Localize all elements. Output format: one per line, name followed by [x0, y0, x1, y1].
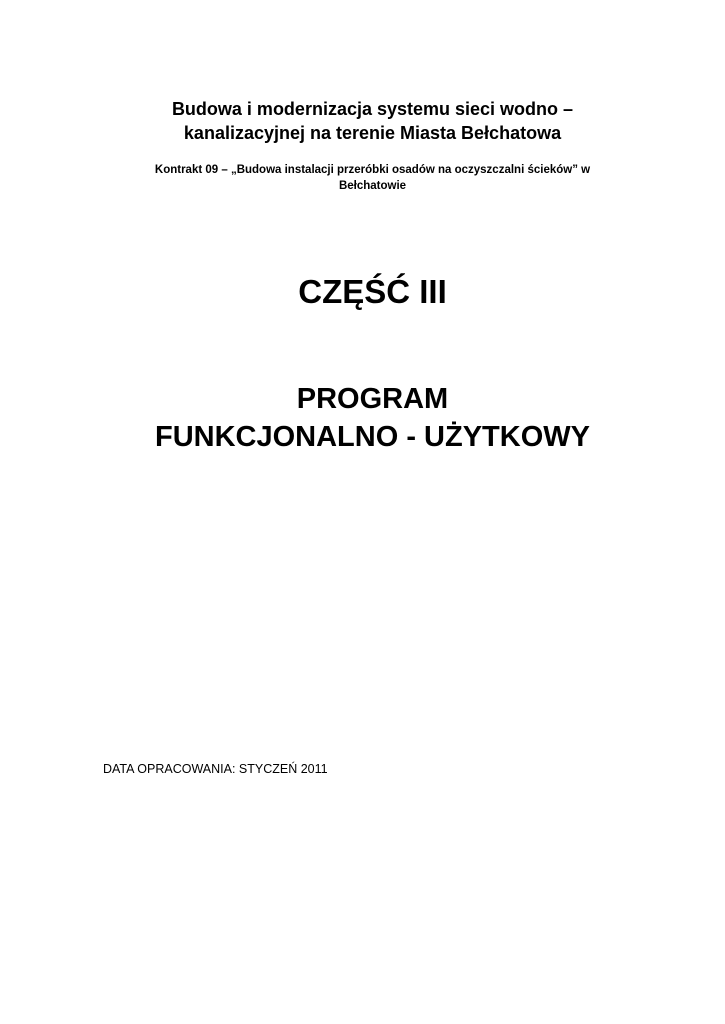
part-heading: CZĘŚĆ III — [298, 273, 447, 310]
preparation-date: DATA OPRACOWANIA: STYCZEŃ 2011 — [103, 762, 328, 776]
contract-subtitle — [100, 162, 645, 194]
project-title — [100, 97, 645, 145]
project-title-line-2: kanalizacyjnej na terenie Miasta Bełchatowa — [183, 123, 562, 143]
project-title-line-1: Budowa i modernizacja systemu sieci wodno – — [171, 99, 574, 119]
contract-subtitle-line-1: Kontrakt 09 – „Budowa instalacji przeróbki osadów na oczyszczalni ścieków” w — [154, 164, 591, 176]
program-heading-line-2: FUNKCJONALNO - UŻYTKOWY — [155, 421, 590, 453]
program-heading-line-1: PROGRAM — [296, 383, 449, 415]
program-heading — [0, 380, 725, 456]
contract-subtitle-line-2: Bełchatowie — [338, 180, 407, 192]
